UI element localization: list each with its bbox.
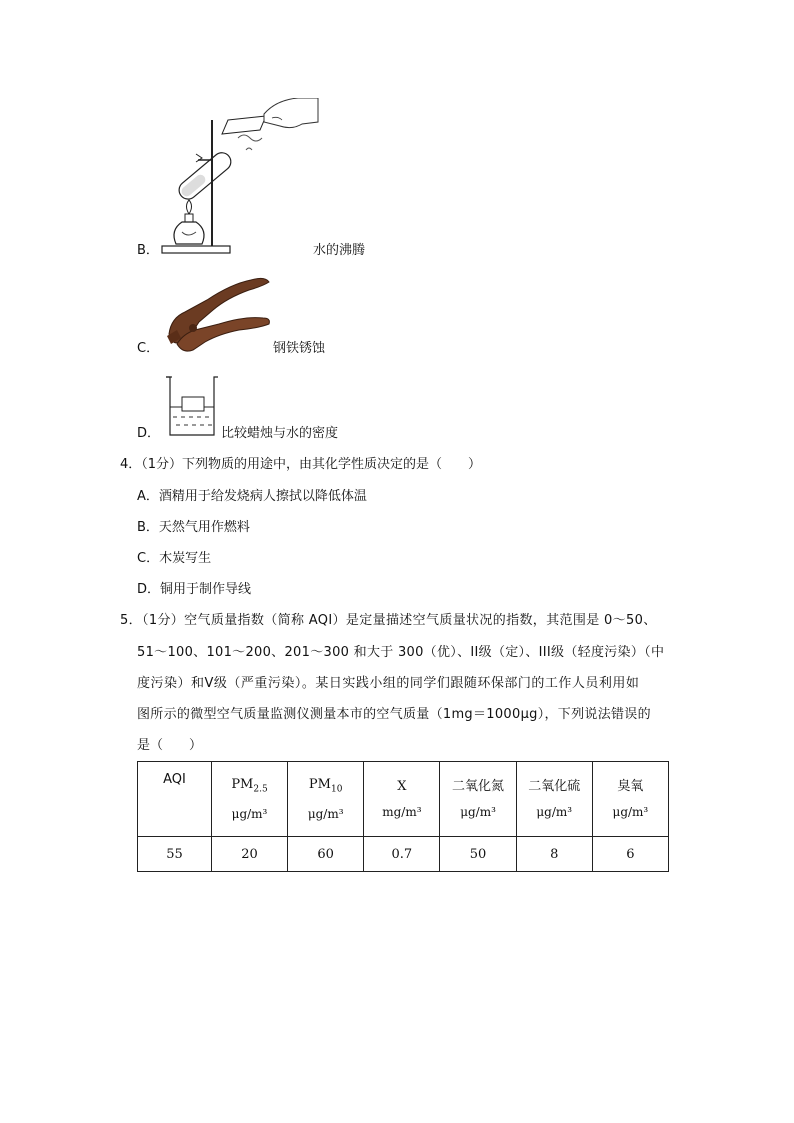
table-row (138, 837, 669, 872)
q4-option-d: D．铜用于制作导线 (137, 582, 252, 597)
header-no2: 二氧化氮 μg/m³ (440, 762, 516, 837)
q4-option-a: A．酒精用于给发烧病人擦拭以降低体温 (137, 489, 367, 504)
beaker-with-candle-figure (164, 375, 220, 439)
table-header-row (138, 762, 669, 837)
option-b-letter: B． (137, 243, 159, 258)
option-c-caption: 钢铁锈蚀 (273, 341, 326, 356)
header-ozone: 臭氧 μg/m³ (592, 762, 668, 837)
value-pm10: 60 (288, 837, 364, 872)
option-d-caption: 比较蜡烛与水的密度 (221, 426, 339, 441)
value-aqi: 55 (138, 837, 212, 872)
header-pm25: $PM_{2.5}$ μg/m³ (211, 762, 287, 837)
aqi-data-table (137, 761, 669, 872)
header-pm10: $PM_{10}$ μg/m³ (288, 762, 364, 837)
option-d-letter: D． (137, 426, 161, 441)
q4-stem: 4．（1分）下列物质的用途中，由其化学性质决定的是（ ） (120, 457, 482, 472)
value-pm25: 20 (211, 837, 287, 872)
value-x: 0.7 (364, 837, 440, 872)
value-so2: 8 (516, 837, 592, 872)
boiling-water-apparatus-figure (160, 98, 320, 258)
q5-line-2: 51～100、101～200、201～300 和大于 300（优）、II级（定）、III级（轻度污染）（中 (137, 645, 665, 660)
option-c-letter: C． (137, 341, 160, 356)
q5-line-1: 5．（1分）空气质量指数（简称 AQI）是定量描述空气质量状况的指数，其范围是 0～50、 (120, 613, 657, 628)
value-no2: 50 (440, 837, 516, 872)
option-b-caption: 水的沸腾 (313, 243, 366, 258)
q5-line-3: 度污染）和Ⅴ级（严重污染）。某日实践小组的同学们跟随环保部门的工作人员利用如 (137, 676, 640, 691)
q5-line-5: 是（ ） (137, 738, 203, 753)
q4-option-b: B．天然气用作燃料 (137, 520, 250, 535)
q5-line-4: 图所示的微型空气质量监测仪测量本市的空气质量（1mg＝1000μg），下列说法错误的 (137, 707, 651, 722)
q4-option-c: C．木炭写生 (137, 551, 212, 566)
header-so2: 二氧化硫 μg/m³ (516, 762, 592, 837)
value-ozone: 6 (592, 837, 668, 872)
header-aqi: AQI (138, 762, 212, 837)
header-x: X mg/m³ (364, 762, 440, 837)
rusty-pliers-figure (163, 272, 273, 354)
